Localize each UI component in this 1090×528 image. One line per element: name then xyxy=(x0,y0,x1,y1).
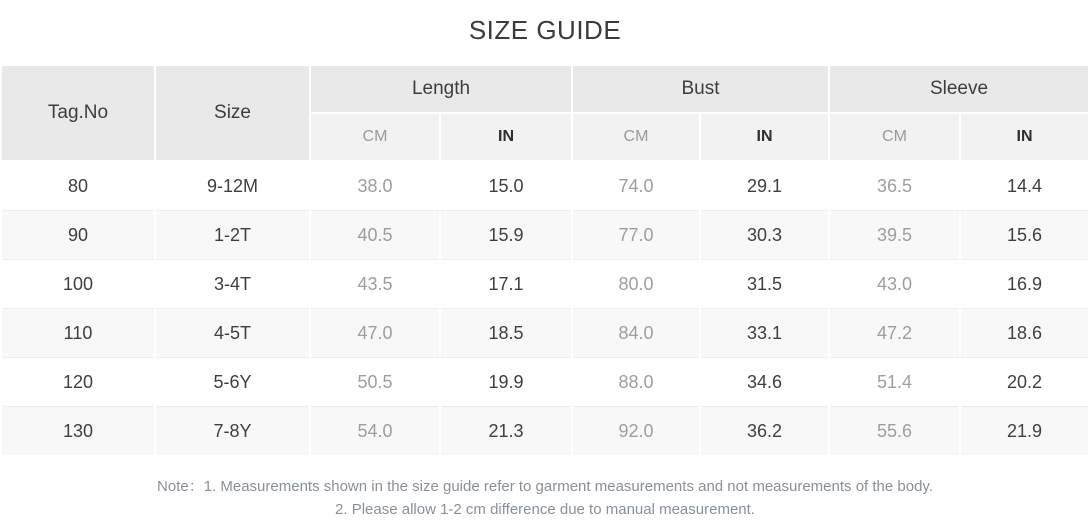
cell-bust-cm: 74.0 xyxy=(572,161,700,211)
cell-tag: 90 xyxy=(2,211,155,260)
measurement-notes xyxy=(0,475,1090,521)
cell-length-in: 17.1 xyxy=(440,260,572,309)
unit-header-sleeve-cm: CM xyxy=(829,113,960,161)
cell-bust-in: 31.5 xyxy=(700,260,829,309)
page-title: SIZE GUIDE xyxy=(468,15,622,45)
cell-sleeve-cm: 51.4 xyxy=(829,358,960,407)
table-row xyxy=(2,161,1088,211)
table-row xyxy=(2,309,1088,358)
cell-length-cm: 54.0 xyxy=(310,407,440,456)
cell-bust-cm: 92.0 xyxy=(572,407,700,456)
header-group-row xyxy=(2,66,1088,113)
column-group-bust: Bust xyxy=(572,66,829,113)
cell-bust-cm: 77.0 xyxy=(572,211,700,260)
cell-bust-in: 36.2 xyxy=(700,407,829,456)
cell-sleeve-in: 20.2 xyxy=(960,358,1088,407)
cell-sleeve-cm: 47.2 xyxy=(829,309,960,358)
cell-size: 4-5T xyxy=(155,309,310,358)
cell-sleeve-in: 18.6 xyxy=(960,309,1088,358)
cell-length-cm: 50.5 xyxy=(310,358,440,407)
cell-length-cm: 43.5 xyxy=(310,260,440,309)
unit-header-sleeve-in: IN xyxy=(960,113,1088,161)
column-header-size: Size xyxy=(155,66,310,161)
cell-tag: 110 xyxy=(2,309,155,358)
cell-sleeve-in: 15.6 xyxy=(960,211,1088,260)
unit-header-length-cm: CM xyxy=(310,113,440,161)
cell-sleeve-in: 14.4 xyxy=(960,161,1088,211)
unit-header-bust-cm: CM xyxy=(572,113,700,161)
cell-size: 1-2T xyxy=(155,211,310,260)
cell-sleeve-in: 16.9 xyxy=(960,260,1088,309)
cell-bust-in: 33.1 xyxy=(700,309,829,358)
cell-sleeve-cm: 43.0 xyxy=(829,260,960,309)
cell-bust-in: 34.6 xyxy=(700,358,829,407)
cell-tag: 100 xyxy=(2,260,155,309)
table-row xyxy=(2,211,1088,260)
cell-length-cm: 38.0 xyxy=(310,161,440,211)
cell-bust-in: 29.1 xyxy=(700,161,829,211)
unit-header-bust-in: IN xyxy=(700,113,829,161)
column-group-sleeve: Sleeve xyxy=(829,66,1088,113)
cell-length-in: 15.0 xyxy=(440,161,572,211)
column-group-length: Length xyxy=(310,66,572,113)
cell-sleeve-cm: 39.5 xyxy=(829,211,960,260)
cell-bust-cm: 84.0 xyxy=(572,309,700,358)
cell-size: 9-12M xyxy=(155,161,310,211)
note-line-1: Note：1. Measurements shown in the size guide refer to garment measurements and not measurements of the body. xyxy=(157,478,933,495)
cell-tag: 80 xyxy=(2,161,155,211)
cell-size: 7-8Y xyxy=(155,407,310,456)
cell-length-in: 15.9 xyxy=(440,211,572,260)
cell-tag: 120 xyxy=(2,358,155,407)
cell-length-cm: 47.0 xyxy=(310,309,440,358)
cell-size: 3-4T xyxy=(155,260,310,309)
cell-length-in: 19.9 xyxy=(440,358,572,407)
cell-bust-in: 30.3 xyxy=(700,211,829,260)
cell-tag: 130 xyxy=(2,407,155,456)
size-guide-table xyxy=(2,66,1088,455)
table-row xyxy=(2,358,1088,407)
cell-sleeve-cm: 36.5 xyxy=(829,161,960,211)
cell-length-in: 21.3 xyxy=(440,407,572,456)
unit-header-length-in: IN xyxy=(440,113,572,161)
cell-size: 5-6Y xyxy=(155,358,310,407)
column-header-tagno: Tag.No xyxy=(2,66,155,161)
cell-sleeve-in: 21.9 xyxy=(960,407,1088,456)
table-row xyxy=(2,407,1088,456)
table-row xyxy=(2,260,1088,309)
cell-length-cm: 40.5 xyxy=(310,211,440,260)
cell-length-in: 18.5 xyxy=(440,309,572,358)
cell-sleeve-cm: 55.6 xyxy=(829,407,960,456)
note-line-2: 2. Please allow 1-2 cm difference due to manual measurement. xyxy=(335,501,755,518)
cell-bust-cm: 88.0 xyxy=(572,358,700,407)
cell-bust-cm: 80.0 xyxy=(572,260,700,309)
